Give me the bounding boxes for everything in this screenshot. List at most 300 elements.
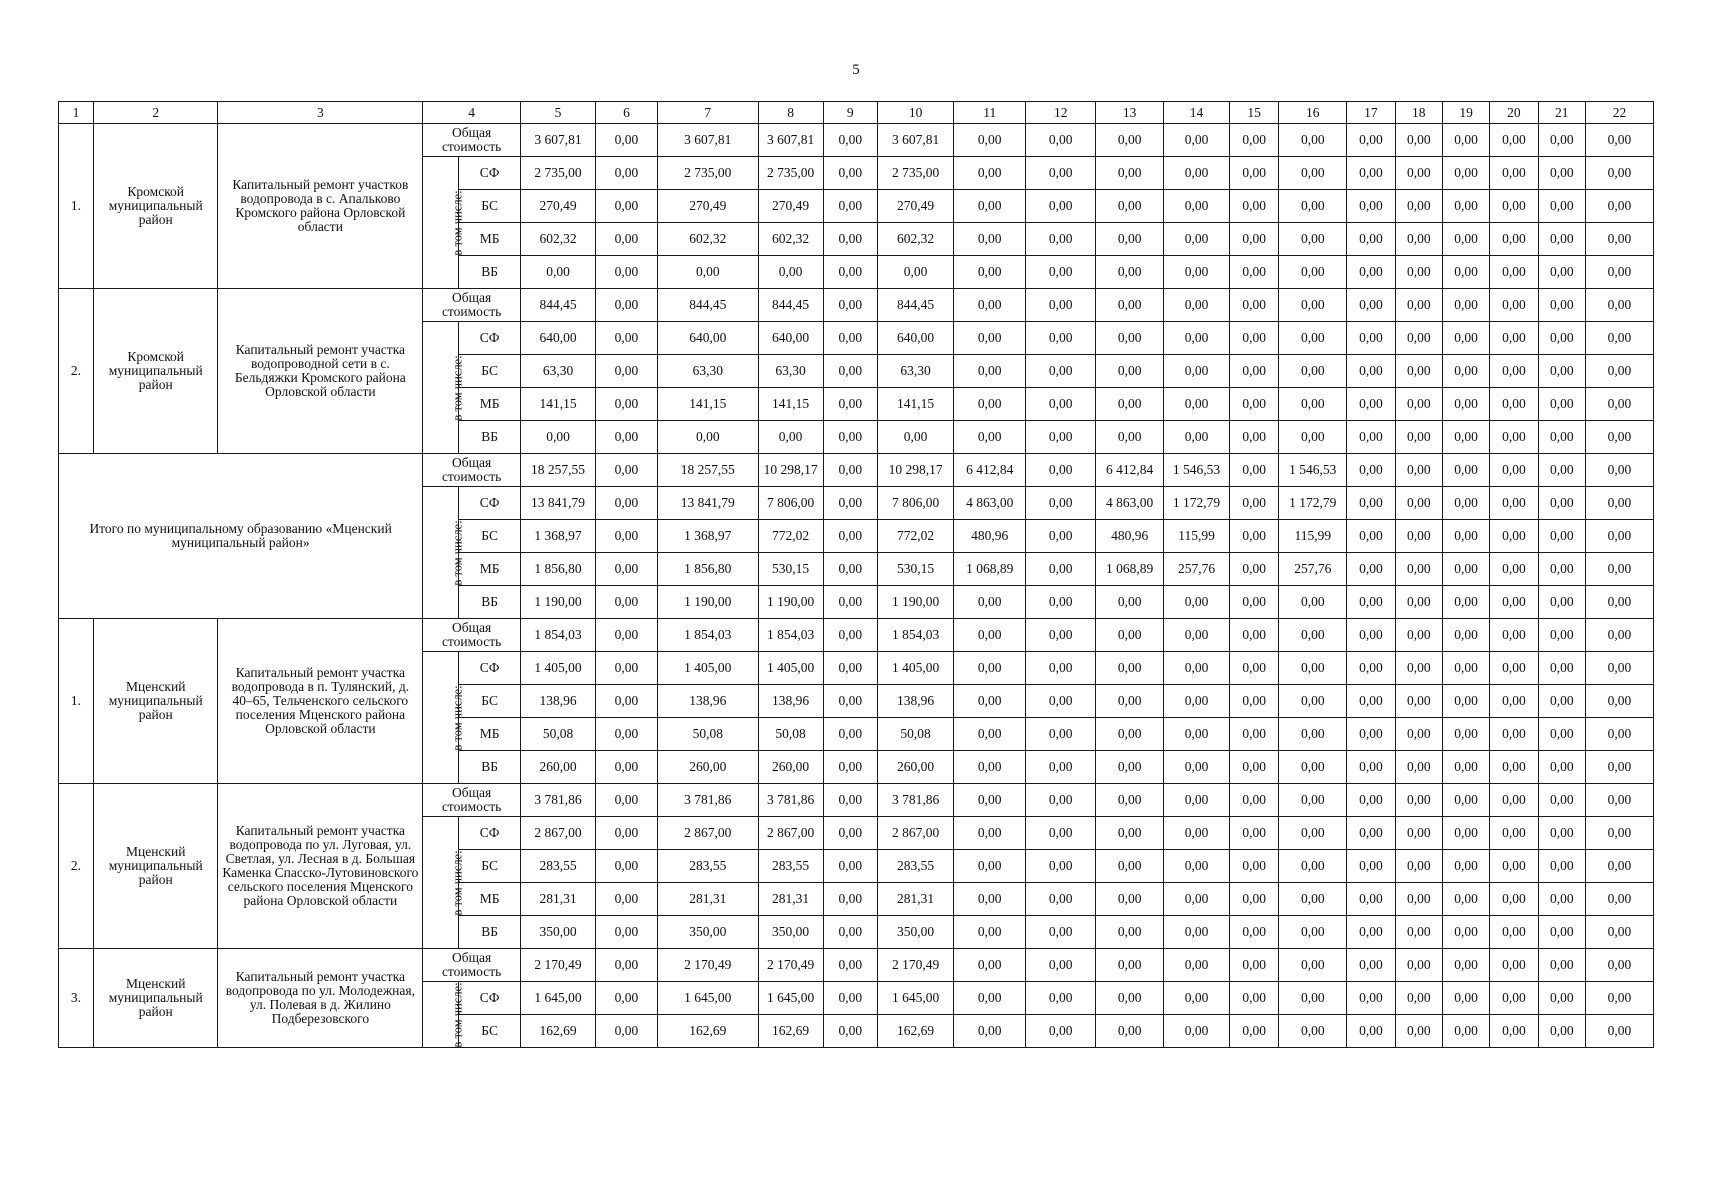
value-cell: 0,00: [878, 256, 954, 289]
value-cell: 0,00: [1026, 982, 1096, 1015]
value-cell: 2 867,00: [657, 817, 758, 850]
value-cell: 0,00: [1164, 190, 1230, 223]
value-cell: 3 607,81: [521, 124, 596, 157]
value-cell: 0,00: [1096, 949, 1164, 982]
value-cell: 0,00: [1585, 223, 1653, 256]
value-cell: 6 412,84: [954, 454, 1026, 487]
value-cell: 0,00: [954, 223, 1026, 256]
value-cell: 0,00: [1279, 883, 1347, 916]
value-cell: 602,32: [878, 223, 954, 256]
object-description: Капитальный ремонт участка водопровода по ул. Луговая, ул. Светлая, ул. Лесная в д. Большая Каменка Спасско-Лутовиновского сельского поселения Мценского района Орловской области: [218, 784, 423, 949]
row-label-source: БС: [459, 1015, 521, 1048]
value-cell: 0,00: [1164, 883, 1230, 916]
value-cell: 0,00: [1026, 949, 1096, 982]
value-cell: 350,00: [521, 916, 596, 949]
value-cell: 3 607,81: [758, 124, 823, 157]
value-cell: 0,00: [1229, 949, 1278, 982]
value-cell: 0,00: [596, 190, 658, 223]
value-cell: 63,30: [521, 355, 596, 388]
value-cell: 0,00: [1347, 850, 1395, 883]
value-cell: 0,00: [1395, 454, 1442, 487]
value-cell: 0,00: [1164, 916, 1230, 949]
value-cell: 0,00: [1229, 190, 1278, 223]
value-cell: 0,00: [1442, 883, 1489, 916]
value-cell: 10 298,17: [878, 454, 954, 487]
value-cell: 0,00: [1538, 487, 1585, 520]
value-cell: 0,00: [1538, 883, 1585, 916]
item-number: 1.: [59, 124, 94, 289]
value-cell: 0,00: [1347, 190, 1395, 223]
value-cell: 0,00: [954, 784, 1026, 817]
value-cell: 0,00: [1096, 652, 1164, 685]
value-cell: 0,00: [1585, 421, 1653, 454]
value-cell: 0,00: [1395, 157, 1442, 190]
value-cell: 0,00: [1026, 256, 1096, 289]
value-cell: 18 257,55: [657, 454, 758, 487]
value-cell: 0,00: [1442, 949, 1489, 982]
value-cell: 50,08: [758, 718, 823, 751]
value-cell: 0,00: [823, 817, 878, 850]
value-cell: 0,00: [823, 355, 878, 388]
value-cell: 0,00: [1585, 454, 1653, 487]
value-cell: 0,00: [823, 421, 878, 454]
value-cell: 0,00: [1442, 982, 1489, 1015]
including-vertical-label: [423, 322, 465, 454]
row-label-source: ВБ: [459, 586, 521, 619]
value-cell: 0,00: [1585, 157, 1653, 190]
value-cell: 0,00: [596, 850, 658, 883]
value-cell: 0,00: [954, 751, 1026, 784]
value-cell: 0,00: [1490, 586, 1538, 619]
value-cell: 0,00: [1229, 982, 1278, 1015]
municipality-total-title: Итого по муниципальному образованию «Мценский муниципальный район»: [59, 454, 423, 619]
value-cell: 0,00: [657, 421, 758, 454]
value-cell: 0,00: [1395, 1015, 1442, 1048]
value-cell: 0,00: [823, 289, 878, 322]
value-cell: 260,00: [657, 751, 758, 784]
value-cell: 115,99: [1279, 520, 1347, 553]
row-label-total: Общая стоимость: [423, 949, 521, 982]
value-cell: 6 412,84: [1096, 454, 1164, 487]
value-cell: 0,00: [1026, 652, 1096, 685]
value-cell: 0,00: [1442, 388, 1489, 421]
value-cell: 0,00: [954, 949, 1026, 982]
value-cell: 0,00: [596, 652, 658, 685]
value-cell: 480,96: [954, 520, 1026, 553]
value-cell: 0,00: [1096, 850, 1164, 883]
value-cell: 3 781,86: [758, 784, 823, 817]
value-cell: 0,00: [1279, 850, 1347, 883]
value-cell: 1 405,00: [657, 652, 758, 685]
value-cell: 2 170,49: [758, 949, 823, 982]
value-cell: 0,00: [1096, 157, 1164, 190]
value-cell: 0,00: [1096, 190, 1164, 223]
value-cell: 0,00: [1347, 421, 1395, 454]
value-cell: 0,00: [1585, 289, 1653, 322]
value-cell: 0,00: [596, 817, 658, 850]
value-cell: 0,00: [1442, 520, 1489, 553]
item-number: 2.: [59, 784, 94, 949]
value-cell: 0,00: [1538, 256, 1585, 289]
value-cell: 3 781,86: [521, 784, 596, 817]
value-cell: 0,00: [596, 355, 658, 388]
value-cell: 0,00: [1279, 949, 1347, 982]
value-cell: 3 607,81: [657, 124, 758, 157]
column-number-cell: 10: [878, 102, 954, 124]
value-cell: 0,00: [1347, 685, 1395, 718]
value-cell: 0,00: [1229, 586, 1278, 619]
value-cell: 0,00: [1395, 850, 1442, 883]
value-cell: 0,00: [1229, 355, 1278, 388]
value-cell: 0,00: [1490, 1015, 1538, 1048]
value-cell: 0,00: [954, 850, 1026, 883]
value-cell: 0,00: [1585, 949, 1653, 982]
row-label-source: СФ: [459, 817, 521, 850]
value-cell: 0,00: [1164, 223, 1230, 256]
value-cell: 0,00: [1026, 388, 1096, 421]
value-cell: 0,00: [1538, 949, 1585, 982]
value-cell: 0,00: [954, 124, 1026, 157]
row-label-total: Общая стоимость: [423, 124, 521, 157]
row-label-source: БС: [459, 850, 521, 883]
value-cell: 0,00: [1229, 817, 1278, 850]
value-cell: 138,96: [878, 685, 954, 718]
including-label-text: в том числе:: [450, 189, 465, 256]
value-cell: 0,00: [1585, 388, 1653, 421]
value-cell: 0,00: [1538, 190, 1585, 223]
value-cell: 0,00: [1585, 256, 1653, 289]
value-cell: 0,00: [596, 586, 658, 619]
value-cell: 0,00: [1229, 520, 1278, 553]
table-row-total: [59, 949, 1654, 982]
value-cell: 0,00: [1279, 124, 1347, 157]
value-cell: 0,00: [1395, 949, 1442, 982]
value-cell: 0,00: [1538, 751, 1585, 784]
value-cell: 7 806,00: [878, 487, 954, 520]
value-cell: 0,00: [1395, 355, 1442, 388]
value-cell: 0,00: [1026, 124, 1096, 157]
value-cell: 1 190,00: [521, 586, 596, 619]
value-cell: 0,00: [1347, 817, 1395, 850]
value-cell: 1 645,00: [878, 982, 954, 1015]
including-vertical-label: [423, 817, 465, 949]
value-cell: 0,00: [1538, 124, 1585, 157]
including-label-text: в том числе:: [450, 981, 465, 1048]
value-cell: 0,00: [1395, 982, 1442, 1015]
including-vertical-label: [423, 487, 465, 619]
value-cell: 0,00: [823, 652, 878, 685]
value-cell: 0,00: [596, 388, 658, 421]
value-cell: 4 863,00: [954, 487, 1026, 520]
value-cell: 0,00: [954, 256, 1026, 289]
value-cell: 0,00: [1279, 322, 1347, 355]
value-cell: 281,31: [758, 883, 823, 916]
value-cell: 0,00: [1395, 718, 1442, 751]
value-cell: 1 172,79: [1164, 487, 1230, 520]
value-cell: 0,00: [1395, 487, 1442, 520]
value-cell: 270,49: [758, 190, 823, 223]
value-cell: 0,00: [823, 718, 878, 751]
value-cell: 0,00: [1442, 421, 1489, 454]
row-label-total: Общая стоимость: [423, 784, 521, 817]
value-cell: 480,96: [1096, 520, 1164, 553]
value-cell: 0,00: [1442, 454, 1489, 487]
value-cell: 0,00: [1490, 916, 1538, 949]
value-cell: 50,08: [521, 718, 596, 751]
value-cell: 844,45: [521, 289, 596, 322]
row-label-source: СФ: [459, 322, 521, 355]
value-cell: 283,55: [657, 850, 758, 883]
row-label-total: Общая стоимость: [423, 454, 521, 487]
value-cell: 4 863,00: [1096, 487, 1164, 520]
value-cell: 0,00: [823, 553, 878, 586]
value-cell: 0,00: [1096, 124, 1164, 157]
object-description: Капитальный ремонт участка водопровода в п. Тулянский, д. 40–65, Тельченского сельского поселения Мценского района Орловской области: [218, 619, 423, 784]
value-cell: 844,45: [878, 289, 954, 322]
value-cell: 0,00: [1585, 355, 1653, 388]
value-cell: 0,00: [596, 256, 658, 289]
value-cell: 0,00: [596, 883, 658, 916]
value-cell: 141,15: [657, 388, 758, 421]
value-cell: 0,00: [1164, 421, 1230, 454]
row-label-source: СФ: [459, 652, 521, 685]
value-cell: 0,00: [1347, 784, 1395, 817]
value-cell: 0,00: [1026, 784, 1096, 817]
value-cell: 141,15: [758, 388, 823, 421]
value-cell: 1 854,03: [878, 619, 954, 652]
value-cell: 0,00: [1442, 157, 1489, 190]
column-number-cell: 16: [1279, 102, 1347, 124]
budget-table: [58, 101, 1654, 1048]
value-cell: 0,00: [954, 817, 1026, 850]
value-cell: 0,00: [1164, 289, 1230, 322]
value-cell: 0,00: [1026, 355, 1096, 388]
value-cell: 0,00: [1279, 982, 1347, 1015]
value-cell: 0,00: [1395, 817, 1442, 850]
row-label-source: МБ: [459, 223, 521, 256]
value-cell: 0,00: [1026, 916, 1096, 949]
row-label-source: БС: [459, 190, 521, 223]
value-cell: 2 170,49: [878, 949, 954, 982]
value-cell: 0,00: [1442, 223, 1489, 256]
value-cell: 0,00: [1229, 487, 1278, 520]
value-cell: 0,00: [1442, 718, 1489, 751]
value-cell: 0,00: [596, 784, 658, 817]
value-cell: 0,00: [758, 421, 823, 454]
value-cell: 0,00: [1442, 751, 1489, 784]
value-cell: 0,00: [1279, 388, 1347, 421]
object-description: Капитальный ремонт участка водопровода по ул. Молодежная, ул. Полевая в д. Жилино Подберезовского: [218, 949, 423, 1048]
table-body: [59, 102, 1654, 1048]
value-cell: 18 257,55: [521, 454, 596, 487]
column-number-cell: 15: [1229, 102, 1278, 124]
object-description: Капитальный ремонт участка водопроводной сети в с. Бельдяжки Кромского района Орловской области: [218, 289, 423, 454]
value-cell: 1 405,00: [758, 652, 823, 685]
value-cell: 0,00: [823, 619, 878, 652]
value-cell: 0,00: [1026, 487, 1096, 520]
value-cell: 0,00: [1442, 817, 1489, 850]
value-cell: 0,00: [1395, 883, 1442, 916]
value-cell: 0,00: [1279, 190, 1347, 223]
value-cell: 1 368,97: [521, 520, 596, 553]
value-cell: 844,45: [758, 289, 823, 322]
value-cell: 0,00: [1585, 124, 1653, 157]
value-cell: 0,00: [1585, 685, 1653, 718]
value-cell: 0,00: [1229, 157, 1278, 190]
value-cell: 0,00: [657, 256, 758, 289]
value-cell: 3 781,86: [878, 784, 954, 817]
value-cell: 602,32: [521, 223, 596, 256]
value-cell: 0,00: [1585, 586, 1653, 619]
value-cell: 0,00: [1442, 487, 1489, 520]
value-cell: 0,00: [1442, 685, 1489, 718]
value-cell: 0,00: [1585, 619, 1653, 652]
value-cell: 1 546,53: [1164, 454, 1230, 487]
value-cell: 0,00: [1490, 949, 1538, 982]
including-label-text: в том числе:: [450, 519, 465, 586]
value-cell: 1 854,03: [521, 619, 596, 652]
value-cell: 283,55: [758, 850, 823, 883]
value-cell: 0,00: [1026, 817, 1096, 850]
value-cell: 0,00: [823, 916, 878, 949]
value-cell: 0,00: [1164, 817, 1230, 850]
value-cell: 0,00: [1442, 586, 1489, 619]
column-number-cell: 11: [954, 102, 1026, 124]
value-cell: 0,00: [1490, 850, 1538, 883]
value-cell: 50,08: [878, 718, 954, 751]
value-cell: 0,00: [1442, 289, 1489, 322]
value-cell: 0,00: [1279, 223, 1347, 256]
value-cell: 0,00: [1096, 322, 1164, 355]
value-cell: 0,00: [1490, 520, 1538, 553]
value-cell: 350,00: [758, 916, 823, 949]
item-number: 2.: [59, 289, 94, 454]
value-cell: 602,32: [657, 223, 758, 256]
value-cell: 0,00: [1279, 619, 1347, 652]
value-cell: 0,00: [1164, 256, 1230, 289]
value-cell: 640,00: [758, 322, 823, 355]
column-number-cell: 12: [1026, 102, 1096, 124]
value-cell: 281,31: [657, 883, 758, 916]
row-label-source: МБ: [459, 883, 521, 916]
value-cell: 283,55: [521, 850, 596, 883]
column-number-cell: 3: [218, 102, 423, 124]
value-cell: 0,00: [596, 322, 658, 355]
value-cell: 0,00: [1490, 817, 1538, 850]
value-cell: 0,00: [1347, 454, 1395, 487]
value-cell: 0,00: [1229, 916, 1278, 949]
value-cell: 0,00: [596, 289, 658, 322]
value-cell: 640,00: [657, 322, 758, 355]
value-cell: 0,00: [1279, 685, 1347, 718]
value-cell: 0,00: [1442, 124, 1489, 157]
row-label-source: БС: [459, 355, 521, 388]
value-cell: 0,00: [1164, 619, 1230, 652]
value-cell: 10 298,17: [758, 454, 823, 487]
value-cell: 0,00: [1490, 553, 1538, 586]
value-cell: 0,00: [1229, 1015, 1278, 1048]
value-cell: 0,00: [823, 982, 878, 1015]
value-cell: 0,00: [1026, 586, 1096, 619]
column-number-cell: 14: [1164, 102, 1230, 124]
value-cell: 0,00: [1279, 355, 1347, 388]
value-cell: 0,00: [1279, 916, 1347, 949]
value-cell: 0,00: [1096, 916, 1164, 949]
value-cell: 350,00: [657, 916, 758, 949]
value-cell: 0,00: [1229, 619, 1278, 652]
value-cell: 0,00: [1490, 355, 1538, 388]
value-cell: 0,00: [1347, 223, 1395, 256]
value-cell: 0,00: [1164, 124, 1230, 157]
value-cell: 1 190,00: [758, 586, 823, 619]
value-cell: 283,55: [878, 850, 954, 883]
row-label-source: МБ: [459, 553, 521, 586]
value-cell: 0,00: [1395, 784, 1442, 817]
value-cell: 0,00: [1164, 322, 1230, 355]
value-cell: 0,00: [954, 388, 1026, 421]
value-cell: 0,00: [1026, 1015, 1096, 1048]
value-cell: 0,00: [1096, 586, 1164, 619]
value-cell: 0,00: [1442, 784, 1489, 817]
value-cell: 0,00: [1538, 355, 1585, 388]
value-cell: 0,00: [1164, 685, 1230, 718]
row-label-source: СФ: [459, 982, 521, 1015]
value-cell: 0,00: [1538, 322, 1585, 355]
column-number-cell: 21: [1538, 102, 1585, 124]
value-cell: 0,00: [1279, 1015, 1347, 1048]
value-cell: 0,00: [1229, 553, 1278, 586]
table-row-total: [59, 784, 1654, 817]
value-cell: 0,00: [1347, 586, 1395, 619]
column-number-cell: 13: [1096, 102, 1164, 124]
value-cell: 0,00: [1538, 784, 1585, 817]
value-cell: 0,00: [823, 1015, 878, 1048]
value-cell: 0,00: [1279, 751, 1347, 784]
value-cell: 0,00: [878, 421, 954, 454]
value-cell: 0,00: [1585, 817, 1653, 850]
value-cell: 0,00: [1026, 454, 1096, 487]
value-cell: 0,00: [1490, 718, 1538, 751]
value-cell: 0,00: [823, 751, 878, 784]
column-number-cell: 17: [1347, 102, 1395, 124]
column-number-cell: 7: [657, 102, 758, 124]
value-cell: 0,00: [1585, 487, 1653, 520]
value-cell: 1 856,80: [521, 553, 596, 586]
value-cell: 0,00: [1164, 157, 1230, 190]
value-cell: 0,00: [1585, 751, 1653, 784]
value-cell: 0,00: [954, 916, 1026, 949]
value-cell: 0,00: [1229, 322, 1278, 355]
row-label-source: БС: [459, 520, 521, 553]
value-cell: 0,00: [1229, 883, 1278, 916]
value-cell: 0,00: [1490, 652, 1538, 685]
value-cell: 1 546,53: [1279, 454, 1347, 487]
column-number-cell: 6: [596, 102, 658, 124]
value-cell: 138,96: [521, 685, 596, 718]
value-cell: 0,00: [1279, 784, 1347, 817]
value-cell: 350,00: [878, 916, 954, 949]
value-cell: 0,00: [1395, 256, 1442, 289]
value-cell: 270,49: [521, 190, 596, 223]
value-cell: 0,00: [1279, 718, 1347, 751]
value-cell: 0,00: [1026, 619, 1096, 652]
value-cell: 772,02: [878, 520, 954, 553]
value-cell: 141,15: [521, 388, 596, 421]
value-cell: 0,00: [823, 784, 878, 817]
value-cell: 640,00: [878, 322, 954, 355]
value-cell: 0,00: [1164, 1015, 1230, 1048]
table-row-total: [59, 454, 1654, 487]
